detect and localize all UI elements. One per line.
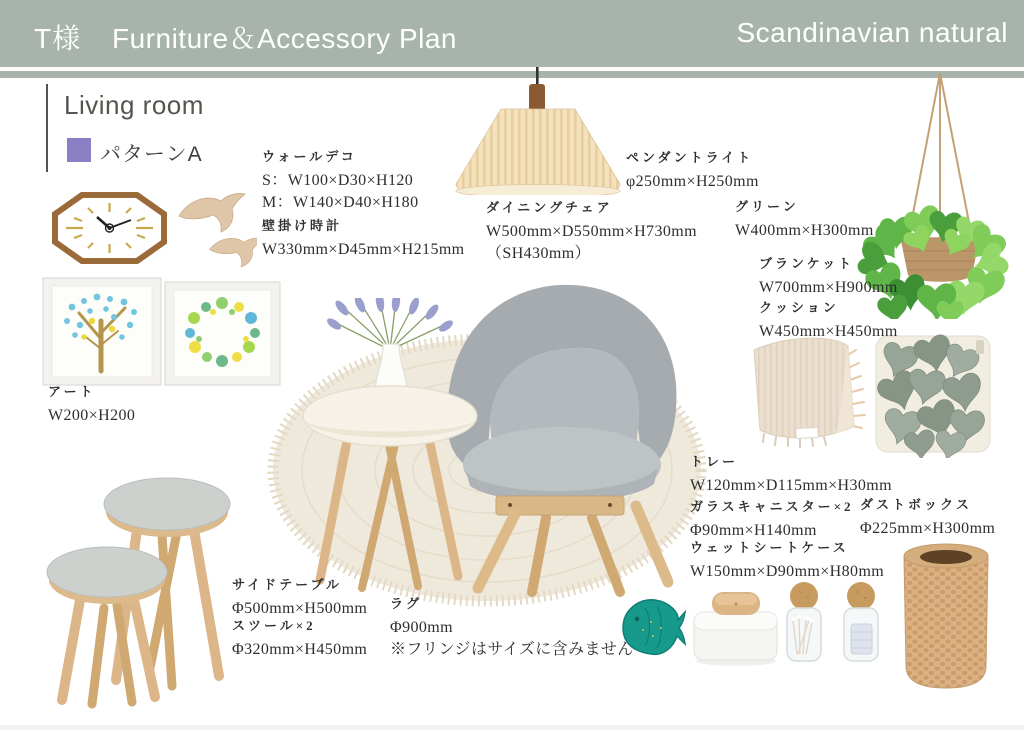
label-rug xyxy=(390,595,634,661)
product-dim: φ250mm×H250mm xyxy=(626,173,759,190)
label-stool xyxy=(232,617,367,661)
side-table-image xyxy=(300,298,485,599)
room-title-rule xyxy=(46,84,48,172)
label-tray xyxy=(690,453,892,497)
product-dim: Φ90mm×H140mm xyxy=(690,522,817,539)
product-name: アート xyxy=(48,384,96,399)
label-cushion xyxy=(759,299,898,343)
product-name: ダイニングチェア xyxy=(486,200,613,215)
product-dim: Φ225mm×H300mm xyxy=(860,520,996,537)
label-dust-box xyxy=(860,496,995,540)
product-name: スツール×2 xyxy=(232,618,316,633)
label-blanket xyxy=(759,255,898,299)
product-dim: W200×H200 xyxy=(48,407,136,424)
product-dim: W700mm×H900mm xyxy=(759,279,898,296)
label-side-table xyxy=(232,576,367,620)
product-dim: （SH430mm） xyxy=(486,245,591,262)
product-name: ラグ xyxy=(390,596,423,611)
label-wall-clock xyxy=(262,217,465,261)
product-dim: W500mm×D550mm×H730mm xyxy=(486,223,697,240)
wall-clock-image xyxy=(52,192,167,269)
room-title: Living room xyxy=(64,90,204,120)
label-dining-chair xyxy=(486,199,697,265)
product-name: ウォールデコ xyxy=(262,149,357,164)
product-dim: W120mm×D115mm×H30mm xyxy=(690,477,892,494)
product-name: 壁掛け時計 xyxy=(262,218,343,233)
product-name: ブランケット xyxy=(759,256,855,271)
product-dim: Φ500mm×H500mm xyxy=(232,600,368,617)
product-dim: W450mm×H450mm xyxy=(759,323,898,340)
label-wall-deco xyxy=(262,148,418,214)
product-dim: W150mm×D90mm×H80mm xyxy=(690,563,885,580)
product-dim: M：W140×D40×H180 xyxy=(262,194,419,211)
product-name: ダストボックス xyxy=(860,497,972,512)
pattern-label: パターンA xyxy=(100,143,203,166)
product-name: ペンダントライト xyxy=(626,150,754,165)
client-name: T様 xyxy=(34,23,82,54)
label-glass-canister xyxy=(690,498,854,542)
product-dim: Φ900mm xyxy=(390,619,453,636)
art-frame-tree-image xyxy=(42,277,162,391)
label-art xyxy=(48,383,135,427)
product-name: グリーン xyxy=(735,199,799,214)
product-dim: S：W100×D30×H120 xyxy=(262,172,414,189)
product-name: トレー xyxy=(690,454,739,469)
product-dim: W330mm×D45mm×H215mm xyxy=(262,241,465,258)
product-name: ガラスキャニスター×2 xyxy=(690,499,854,514)
bird-wall-deco-image xyxy=(175,192,257,279)
pattern-color-swatch xyxy=(67,138,91,162)
label-wet-sheet-case xyxy=(690,539,884,583)
page-title: Furniture＆Accessory Plan xyxy=(112,23,458,54)
label-green xyxy=(735,198,874,242)
dust-box-image xyxy=(896,536,996,699)
bottom-strip xyxy=(0,725,1024,730)
product-dim: W400mm×H300mm xyxy=(735,222,874,239)
product-dim: Φ320mm×H450mm xyxy=(232,641,368,658)
glass-canisters-image xyxy=(783,576,885,676)
blanket-image xyxy=(740,330,874,463)
product-dim: ※フリンジはサイズに含みません xyxy=(390,641,634,658)
stools-image xyxy=(22,420,237,717)
label-pendant-light xyxy=(626,149,759,193)
wet-sheet-case-image xyxy=(688,580,783,673)
pendant-light-image xyxy=(448,67,628,200)
product-name: サイドテーブル xyxy=(232,577,342,592)
cushion-image xyxy=(872,330,994,463)
product-name: ウェットシートケース xyxy=(690,540,849,555)
style-name: Scandinavian natural xyxy=(736,17,1008,48)
product-name: クッション xyxy=(759,300,839,315)
